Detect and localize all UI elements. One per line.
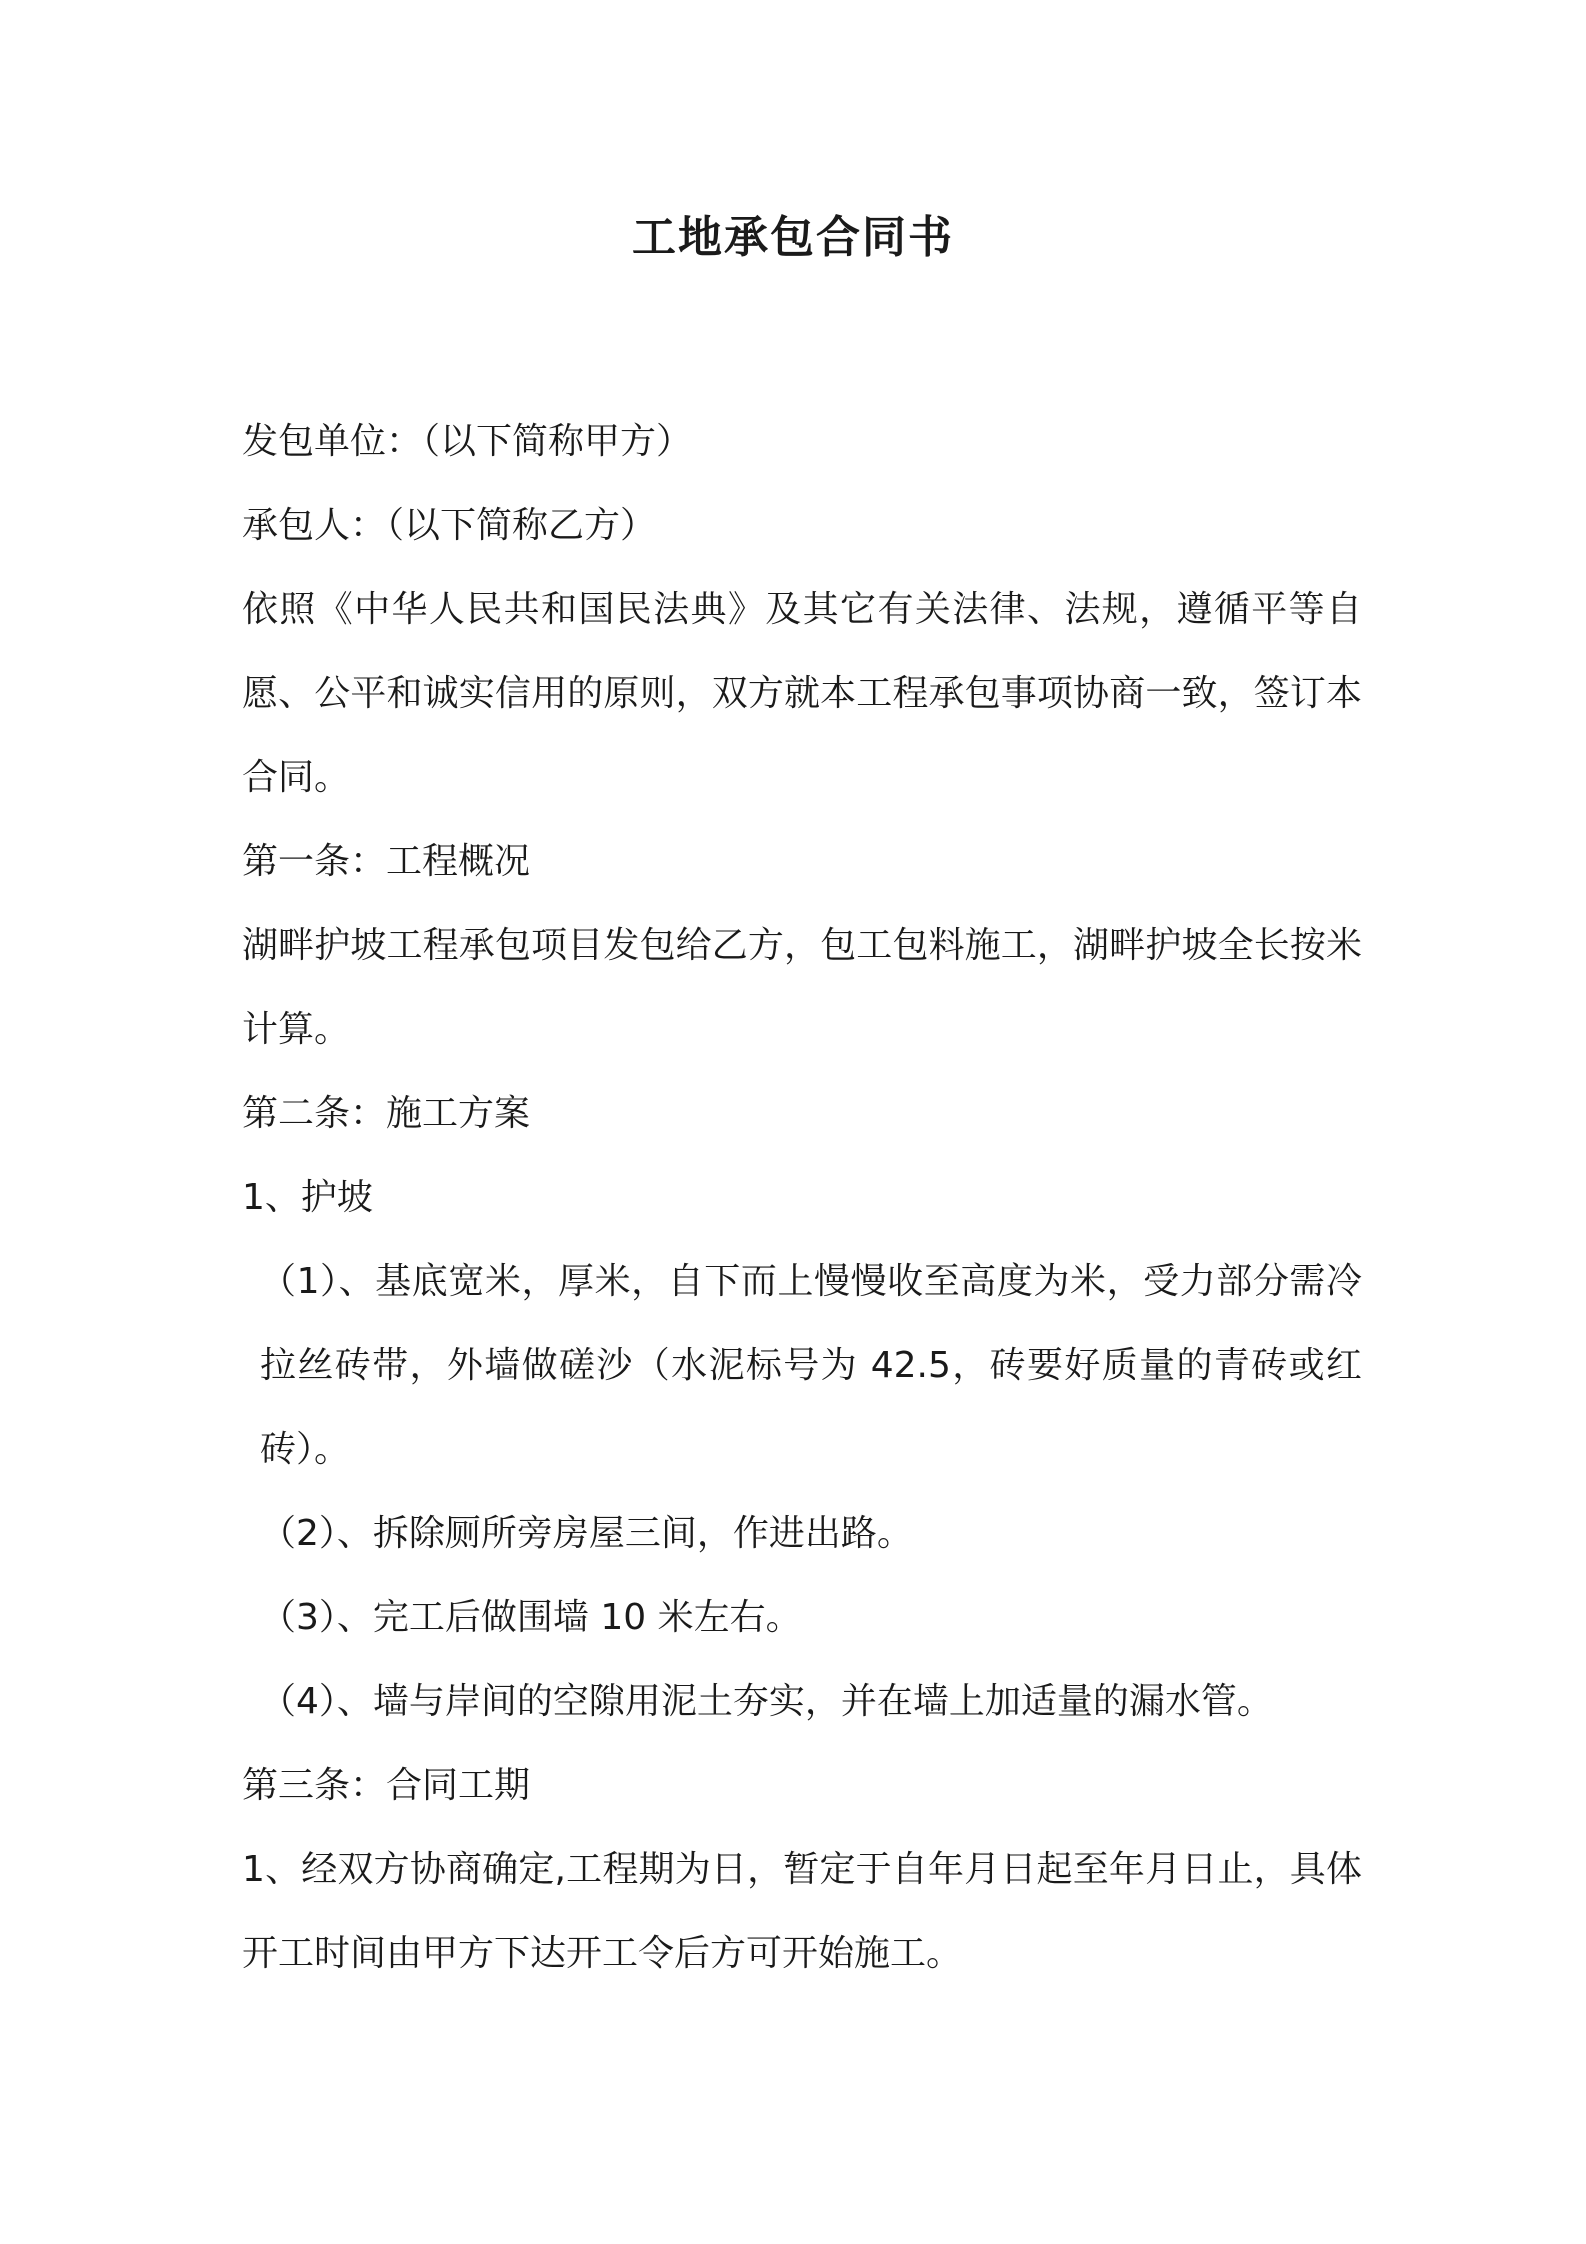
- article-3-heading: 第三条：合同工期: [242, 1765, 531, 1806]
- article-1-body: 湖畔护坡工程承包项目发包给乙方，包工包料施工，湖畔护坡全长按米计算。: [242, 925, 1362, 1050]
- document-title: 工地承包合同书: [632, 212, 954, 263]
- article-3-item-1: 1、经双方协商确定,工程期为日，暂定于自年月日起至年月日止，具体开工时间由甲方下达开工令后方可开始施工。: [242, 1849, 1362, 1974]
- sub-item-3: （3）、完工后做围墙 10 米左右。: [260, 1597, 802, 1638]
- document-body: [242, 400, 1362, 1996]
- preamble-paragraph: 依照《中华人民共和国民法典》及其它有关法律、法规，遵循平等自愿、公平和诚实信用的原则，双方就本工程承包事项协商一致，签订本合同。: [242, 589, 1362, 798]
- party-b-line: 承包人：（以下简称乙方）: [242, 505, 657, 546]
- item-1-heading: 1、护坡: [242, 1177, 373, 1218]
- article-2-heading: 第二条：施工方案: [242, 1093, 531, 1134]
- party-a-line: 发包单位：（以下简称甲方）: [242, 421, 693, 462]
- sub-item-2: （2）、拆除厕所旁房屋三间，作进出路。: [260, 1513, 913, 1554]
- sub-item-4: （4）、墙与岸间的空隙用泥土夯实，并在墙上加适量的漏水管。: [260, 1681, 1273, 1722]
- sub-item-1: （1）、基底宽米，厚米，自下而上慢慢收至高度为米，受力部分需冷拉丝砖带，外墙做磋沙（水泥标号为 42.5，砖要好质量的青砖或红砖）。: [260, 1261, 1362, 1470]
- article-1-heading: 第一条：工程概况: [242, 841, 531, 882]
